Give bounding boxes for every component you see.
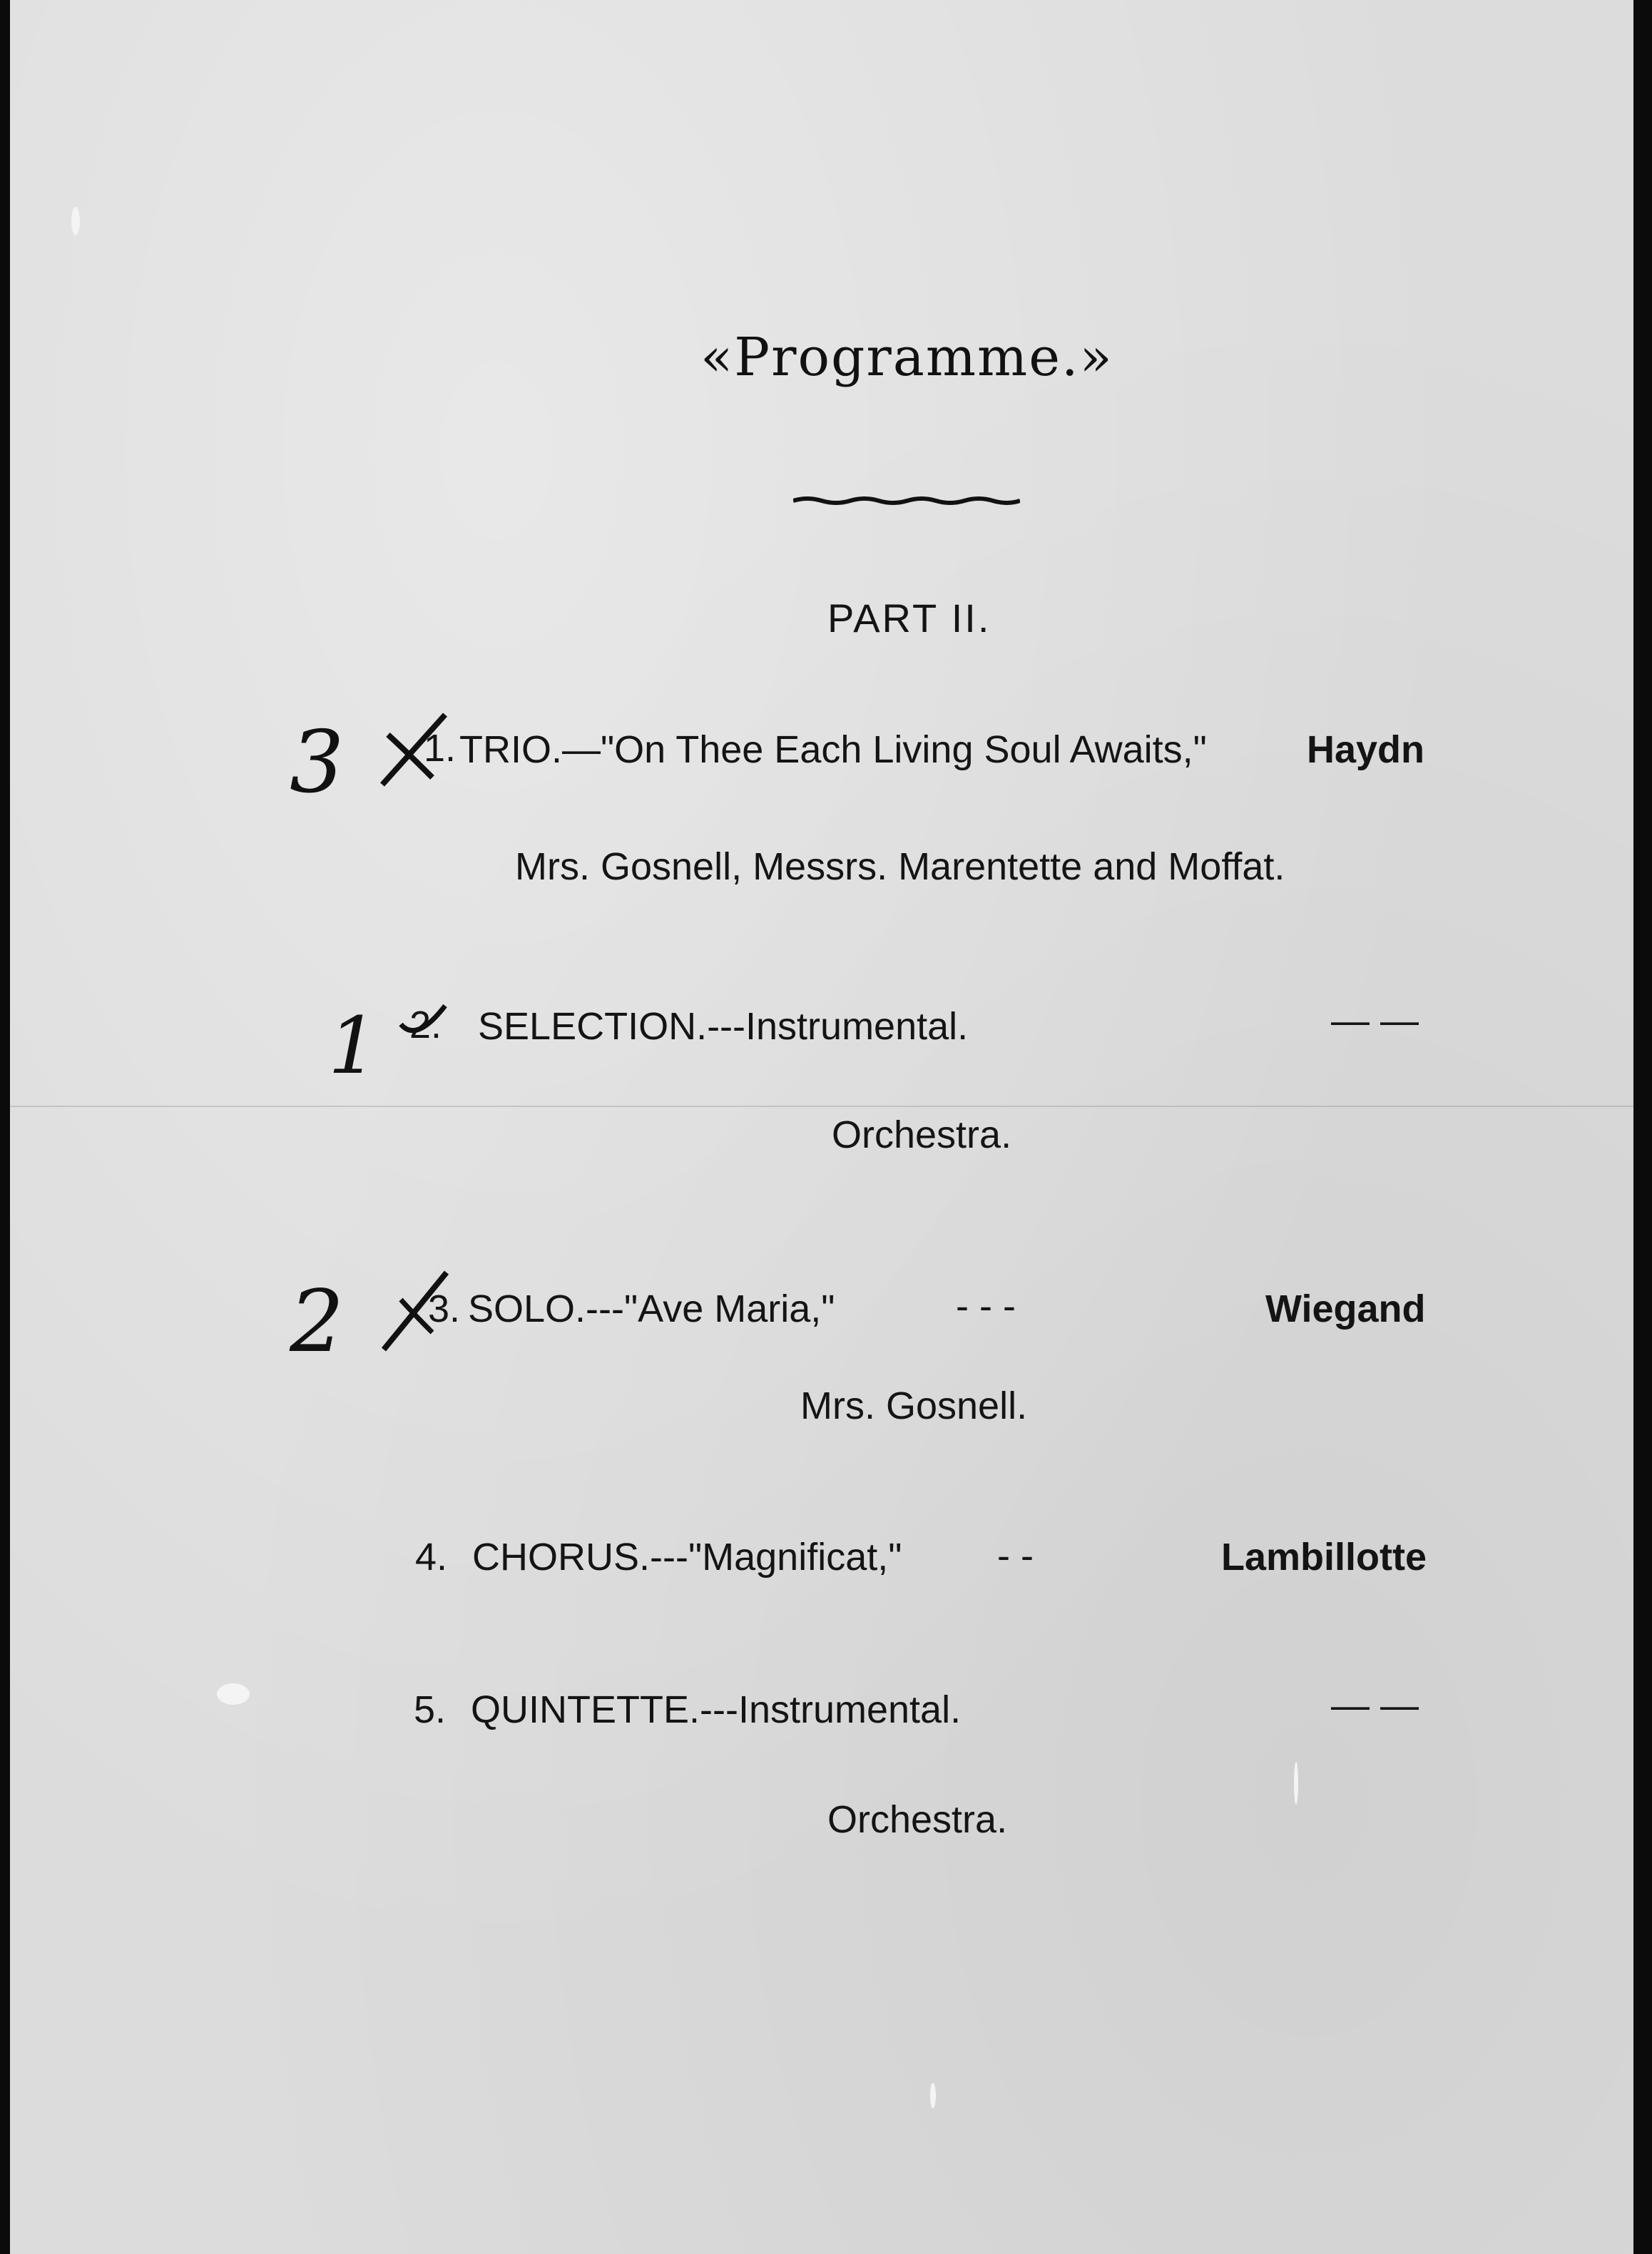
composer-solo: Wiegand — [1265, 1287, 1426, 1330]
title-ornament-left: « — [700, 327, 735, 388]
item-title-trio: TRIO.—"On Thee Each Living Soul Awaits," — [459, 728, 1207, 771]
item-title-selection: SELECTION.---Instrumental. — [478, 1005, 969, 1048]
page-title: «Programme.» — [700, 327, 1113, 388]
part-heading: PART II. — [827, 596, 991, 641]
leader-dots-solo: - - - — [956, 1285, 1016, 1327]
composer-selection: — — — [1331, 999, 1419, 1042]
paper-speck — [1294, 1762, 1298, 1805]
title-flourish — [793, 495, 1020, 506]
item-title-solo: SOLO.---"Ave Maria," — [468, 1287, 835, 1330]
strikethrough-mark-selection — [395, 996, 452, 1046]
programme-page — [10, 0, 1633, 2254]
strikethrough-mark-solo — [377, 1263, 455, 1355]
fold-crease — [10, 1106, 1633, 1107]
handwritten-order-solo: 2 — [290, 1273, 345, 1372]
item-title-chorus: CHORUS.---"Magnificat," — [472, 1536, 902, 1579]
leader-dots-chorus: - - — [997, 1534, 1034, 1577]
composer-quintette: — — — [1331, 1684, 1419, 1727]
item-number-trio: 1. — [424, 727, 457, 770]
performers-trio: Mrs. Gosnell, Messrs. Marentette and Moffat. — [515, 845, 1285, 888]
item-number-selection: 2. — [409, 1004, 442, 1046]
paper-speck — [71, 207, 80, 235]
title-ornament-right: » — [1079, 327, 1113, 388]
item-number-chorus: 4. — [415, 1536, 448, 1579]
composer-trio: Haydn — [1307, 728, 1425, 771]
item-number-quintette: 5. — [414, 1688, 447, 1731]
handwritten-order-trio: 3 — [290, 713, 345, 812]
paper-speck — [930, 2083, 936, 2108]
performers-selection: Orchestra. — [832, 1113, 1012, 1156]
strikethrough-mark-trio — [375, 706, 457, 792]
handwritten-order-selection: 1 — [328, 1000, 378, 1091]
performers-quintette: Orchestra. — [827, 1798, 1008, 1841]
paper-speck — [217, 1683, 250, 1705]
item-title-quintette: QUINTETTE.---Instrumental. — [471, 1688, 962, 1731]
composer-chorus: Lambillotte — [1221, 1536, 1427, 1579]
performers-solo: Mrs. Gosnell. — [800, 1384, 1028, 1427]
item-number-solo: 3. — [428, 1287, 461, 1330]
